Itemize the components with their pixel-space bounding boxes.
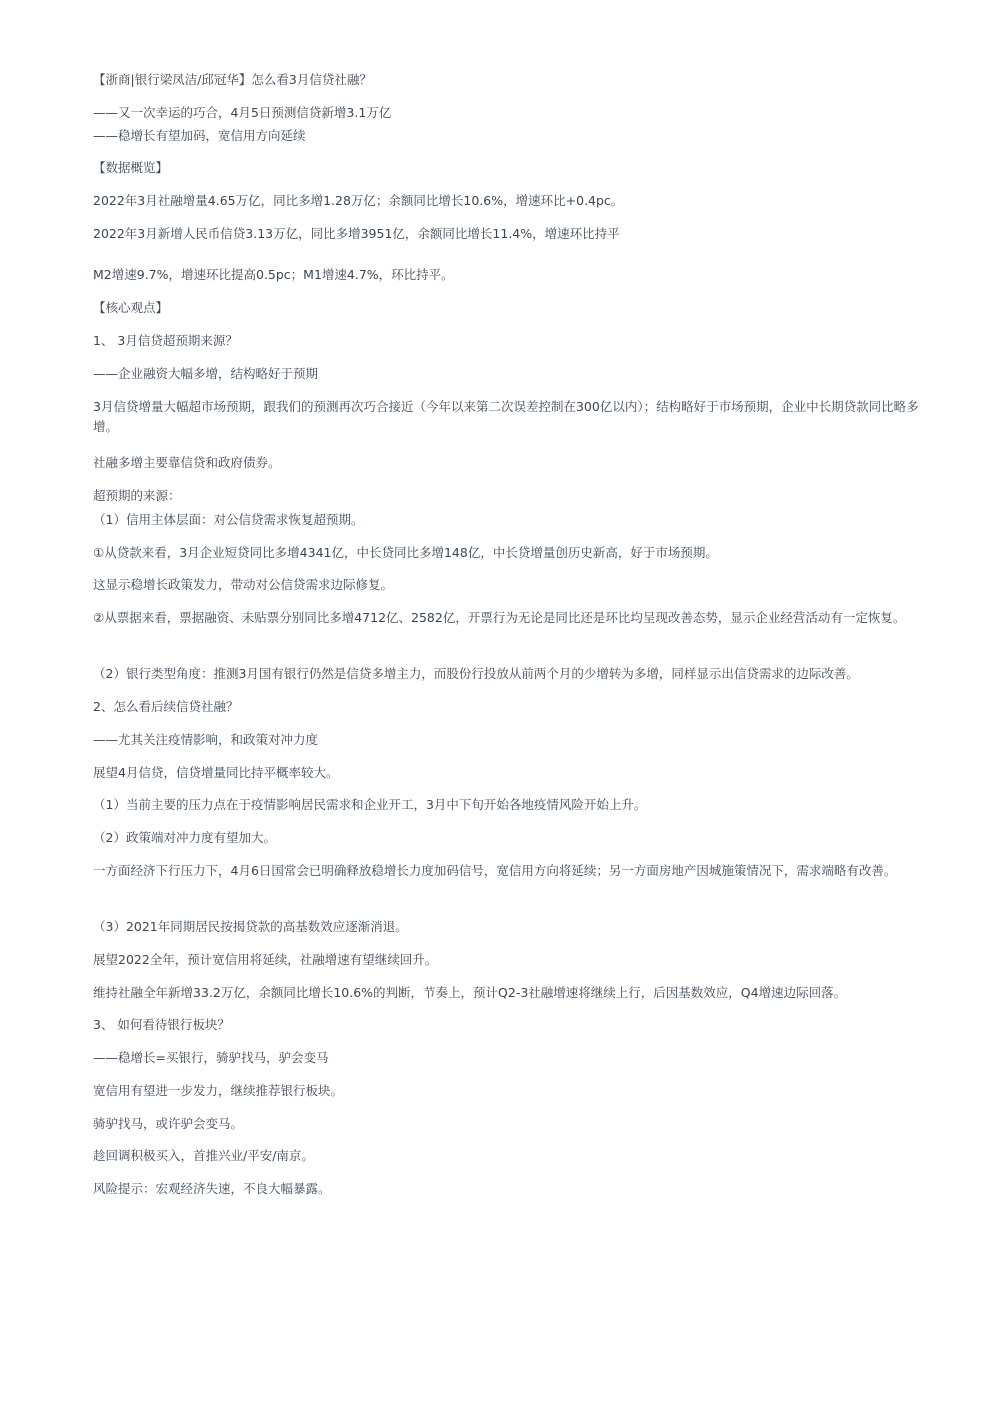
document-title: 【浙商|银行梁凤洁/邱冠华】怎么看3月信贷社融？ xyxy=(93,72,372,87)
paragraph: 3月信贷增量大幅超市场预期，跟我们的预测再次巧合接近（今年以来第二次误差控制在300亿以内）；结构略好于市场预期，企业中长期贷款同比略多增。 xyxy=(93,399,919,434)
section-2-heading: 2、怎么看后续信贷社融？ xyxy=(93,699,239,714)
section-1-heading: 1、 3月信贷超预期来源？ xyxy=(93,333,238,348)
subtitle-line: ——稳增长有望加码，宽信用方向延续 xyxy=(93,128,306,143)
paragraph: 趁回调积极买入，首推兴业/平安/南京。 xyxy=(93,1148,314,1163)
section-2-subtitle: ——尤其关注疫情影响，和政策对冲力度 xyxy=(93,732,319,747)
section-1-subtitle: ——企业融资大幅多增，结构略好于预期 xyxy=(93,366,319,381)
paragraph: （1）信用主体层面：对公信贷需求恢复超预期。 xyxy=(93,512,364,527)
paragraph: （1）当前主要的压力点在于疫情影响居民需求和企业开工，3月中下旬开始各地疫情风险开始上升。 xyxy=(93,797,647,812)
section-3-heading: 3、 如何看待银行板块？ xyxy=(93,1017,230,1032)
paragraph: 超预期的来源： xyxy=(93,488,181,503)
paragraph: 这显示稳增长政策发力，带动对公信贷需求边际修复。 xyxy=(93,577,394,592)
paragraph: 展望2022全年，预计宽信用将延续，社融增速有望继续回升。 xyxy=(93,952,438,967)
overview-paragraph: M2增速9.7%，增速环比提高0.5pc；M1增速4.7%，环比持平。 xyxy=(93,267,454,282)
section-heading-overview: 【数据概览】 xyxy=(93,160,169,175)
section-heading-core: 【核心观点】 xyxy=(93,300,169,315)
paragraph: （3）2021年同期居民按揭贷款的高基数效应逐渐消退。 xyxy=(93,919,408,934)
overview-paragraph: 2022年3月新增人民币信贷3.13万亿，同比多增3951亿，余额同比增长11.4%，增速环比持平 xyxy=(93,226,620,241)
paragraph: 社融多增主要靠信贷和政府债券。 xyxy=(93,455,281,470)
section-3-subtitle: ——稳增长=买银行，骑驴找马，驴会变马 xyxy=(93,1050,329,1065)
subtitle-line: ——又一次幸运的巧合，4月5日预测信贷新增3.1万亿 xyxy=(93,105,392,120)
paragraph: 骑驴找马，或许驴会变马。 xyxy=(93,1116,244,1131)
risk-warning: 风险提示：宏观经济失速，不良大幅暴露。 xyxy=(93,1181,331,1196)
paragraph: 展望4月信贷，信贷增量同比持平概率较大。 xyxy=(93,765,339,780)
paragraph: （2）政策端对冲力度有望加大。 xyxy=(93,830,276,845)
paragraph: ①从贷款来看，3月企业短贷同比多增4341亿，中长贷同比多增148亿，中长贷增量创历史新高，好于市场预期。 xyxy=(93,545,718,560)
paragraph: 宽信用有望进一步发力，继续推荐银行板块。 xyxy=(93,1083,344,1098)
paragraph: 维持社融全年新增33.2万亿，余额同比增长10.6%的判断，节奏上，预计Q2-3社融增速将继续上行，后因基数效应，Q4增速边际回落。 xyxy=(93,985,847,1000)
paragraph: （2）银行类型角度：推测3月国有银行仍然是信贷多增主力，而股份行投放从前两个月的少增转为多增，同样显示出信贷需求的边际改善。 xyxy=(93,666,859,681)
paragraph: ②从票据来看，票据融资、未贴票分别同比多增4712亿、2582亿，开票行为无论是同比还是环比均呈现改善态势，显示企业经营活动有一定恢复。 xyxy=(93,610,906,625)
paragraph: 一方面经济下行压力下，4月6日国常会已明确释放稳增长力度加码信号，宽信用方向将延续；另一方面房地产因城施策情况下，需求端略有改善。 xyxy=(93,863,897,878)
overview-paragraph: 2022年3月社融增量4.65万亿，同比多增1.28万亿；余额同比增长10.6%，增速环比+0.4pc。 xyxy=(93,193,624,208)
